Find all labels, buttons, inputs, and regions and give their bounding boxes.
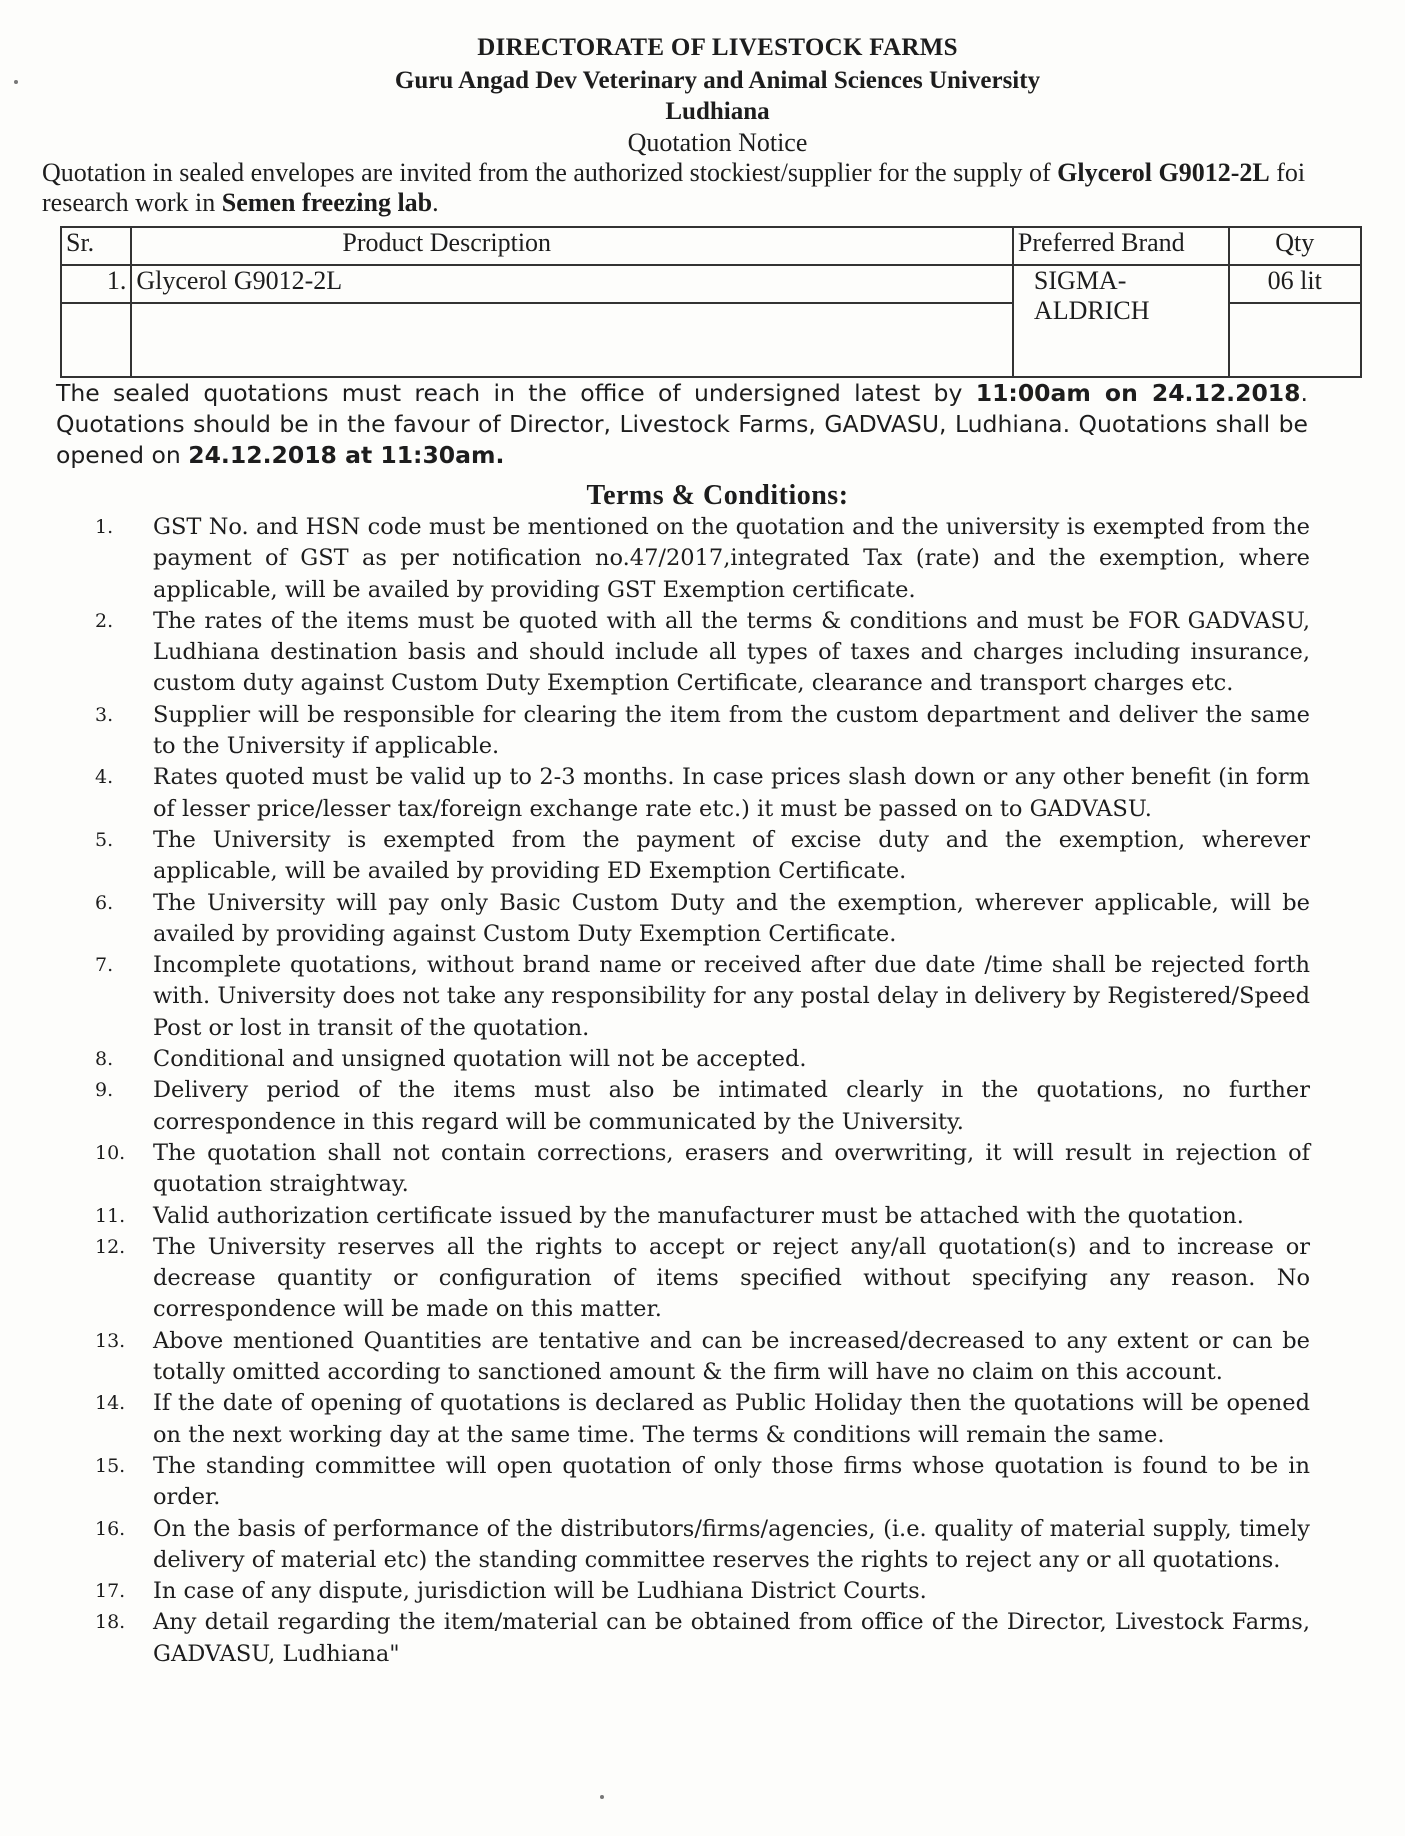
row-qty: 06 lit [1229, 265, 1362, 303]
header-qty: Qty [1229, 227, 1362, 265]
notice-opening: 24.12.2018 at 11:30am. [188, 441, 505, 469]
terms-list [0, 512, 1310, 1670]
empty-cell [131, 303, 1013, 377]
term-item [0, 825, 1310, 888]
term-item [0, 700, 1310, 763]
header-sr: Sr. [61, 227, 131, 265]
term-number: 14. [95, 1392, 126, 1415]
term-item [0, 1607, 1310, 1670]
term-number: 5. [95, 828, 114, 851]
term-text: Rates quoted must be valid up to 2-3 months. In case prices slash down or any other benefit (in form of lesser price/lesser tax/foreign exchange rate etc.) it must be passed on to GADVASU. [153, 764, 1310, 822]
row-description: Glycerol G9012-2L [131, 265, 1013, 303]
term-number: 18. [95, 1611, 126, 1634]
intro-item-name: Glycerol G9012-2L [1057, 158, 1270, 187]
term-item [0, 888, 1310, 951]
university-heading: Guru Angad Dev Veterinary and Animal Sciences University [394, 67, 1041, 94]
intro-text-3: research work in [42, 188, 222, 217]
term-item [0, 512, 1310, 606]
term-text: GST No. and HSN code must be mentioned on the quotation and the university is exempted from the payment of GST as per notification no.47/2017,integrated Tax (rate) and the exemption, where applicable, will be availed by providing GST Exemption certificate. [153, 514, 1310, 603]
term-text: The University will pay only Basic Custom Duty and the exemption, wherever applicable, will be availed by providing against Custom Duty Exemption Certificate. [153, 889, 1310, 947]
header-description: Product Description [131, 227, 1013, 265]
term-text: Delivery period of the items must also be intimated clearly in the quotations, no further correspondence in this regard will be communicated by the University. [153, 1077, 1310, 1135]
term-item [0, 1576, 1310, 1607]
term-text: The University reserves all the rights to accept or reject any/all quotation(s) and to increase or decrease quantity or configuration of items specified without specifying any reason. No correspondence will be made on this matter. [153, 1233, 1310, 1323]
terms-heading: Terms & Conditions: [586, 480, 849, 511]
term-number: 7. [95, 954, 114, 977]
intro-text-4: . [432, 188, 439, 217]
term-item [0, 950, 1310, 1044]
notice-text-2: . Quotations should be in the favour of Director, Livestock Farms, GADVASU, Ludhiana. Quotations shall be opened on [56, 379, 1308, 469]
term-item [0, 1451, 1310, 1514]
submission-notice [56, 378, 1308, 471]
term-text: Incomplete quotations, without brand name or received after due date /time shall be rejected forth with. University does not take any responsibility for any postal delay in delivery by Registered/Speed Post or lost in transit of the quotation. [153, 952, 1310, 1041]
table-header-row [61, 227, 1361, 265]
term-text: The standing committee will open quotation of only those firms whose quotation is found to be in order. [153, 1452, 1310, 1511]
term-number: 9. [95, 1079, 114, 1102]
notice-text-1: The sealed quotations must reach in the office of undersigned latest by [56, 379, 976, 407]
term-number: 16. [95, 1517, 126, 1540]
term-item [0, 1075, 1310, 1138]
term-number: 11. [95, 1204, 126, 1227]
term-number: 13. [95, 1329, 126, 1352]
empty-cell [61, 303, 131, 377]
term-number: 4. [95, 766, 114, 789]
intro-lab-name: Semen freezing lab [221, 188, 433, 217]
row-brand-line2: ALDRICH [1033, 296, 1150, 325]
table-row [61, 265, 1361, 303]
row-brand-line1: SIGMA- [1033, 266, 1127, 295]
product-table [60, 226, 1362, 378]
intro-paragraph [42, 158, 1402, 218]
term-number: 3. [95, 703, 114, 726]
directorate-heading: DIRECTORATE OF LIVESTOCK FARMS [477, 34, 958, 61]
term-text: The rates of the items must be quoted with all the terms & conditions and must be FOR GADVASU, Ludhiana destination basis and should include all types of taxes and charges including insurance, custom duty against Custom Duty Exemption Certificate, clearance and transport charges etc. [153, 607, 1310, 697]
term-text: Conditional and unsigned quotation will not be accepted. [153, 1046, 807, 1073]
term-text: Above mentioned Quantities are tentative and can be increased/decreased to any extent or can be totally omitted according to sanctioned amount & the firm will have no claim on this account. [153, 1327, 1310, 1386]
term-number: 17. [95, 1580, 126, 1603]
term-item [0, 1044, 1310, 1075]
intro-text-2: foi [1269, 158, 1306, 187]
term-number: 8. [95, 1048, 114, 1071]
term-item [0, 762, 1310, 825]
term-number: 2. [95, 609, 114, 632]
notice-title: Quotation Notice [627, 128, 808, 157]
row-sr: 1. [61, 265, 131, 303]
term-text: Supplier will be responsible for clearing the item from the custom department and deliver the same to the University if applicable. [153, 701, 1310, 760]
row-brand [1013, 265, 1229, 377]
term-text: If the date of opening of quotations is declared as Public Holiday then the quotations will be opened on the next working day at the same time. The terms & conditions will remain the same. [153, 1390, 1310, 1448]
term-number: 15. [95, 1454, 126, 1477]
notice-deadline: 11:00am on 24.12.2018 [975, 379, 1301, 407]
term-number: 6. [95, 891, 114, 914]
term-text: In case of any dispute, jurisdiction will be Ludhiana District Courts. [153, 1578, 927, 1605]
header-brand: Preferred Brand [1013, 227, 1229, 265]
term-text: The quotation shall not contain corrections, erasers and overwriting, it will result in rejection of quotation straightway. [153, 1139, 1310, 1198]
term-item [0, 1388, 1310, 1451]
intro-text-1: Quotation in sealed envelopes are invited from the authorized stockiest/supplier for the supply of [42, 158, 1058, 187]
term-text: The University is exempted from the payment of excise duty and the exemption, wherever applicable, will be availed by providing ED Exemption Certificate. [153, 826, 1310, 885]
scan-speck [600, 1795, 604, 1799]
term-number: 10. [95, 1141, 126, 1164]
empty-cell [1229, 303, 1362, 377]
scan-speck [14, 80, 18, 84]
term-item [0, 1232, 1310, 1326]
term-item [0, 1326, 1310, 1389]
term-item [0, 1138, 1310, 1201]
term-item [0, 606, 1310, 700]
term-number: 1. [95, 516, 114, 538]
term-item [0, 1514, 1310, 1577]
term-text: Any detail regarding the item/material can be obtained from office of the Director, Livestock Farms, GADVASU, Ludhiana" [153, 1609, 1310, 1667]
city-heading: Ludhiana [665, 98, 770, 125]
term-number: 12. [95, 1235, 126, 1258]
term-text: On the basis of performance of the distributors/firms/agencies, (i.e. quality of material supply, timely delivery of material etc) the standing committee reserves the rights to reject any or all quotations. [153, 1515, 1310, 1573]
term-item [0, 1201, 1310, 1232]
term-text: Valid authorization certificate issued by the manufacturer must be attached with the quotation. [153, 1202, 1244, 1229]
